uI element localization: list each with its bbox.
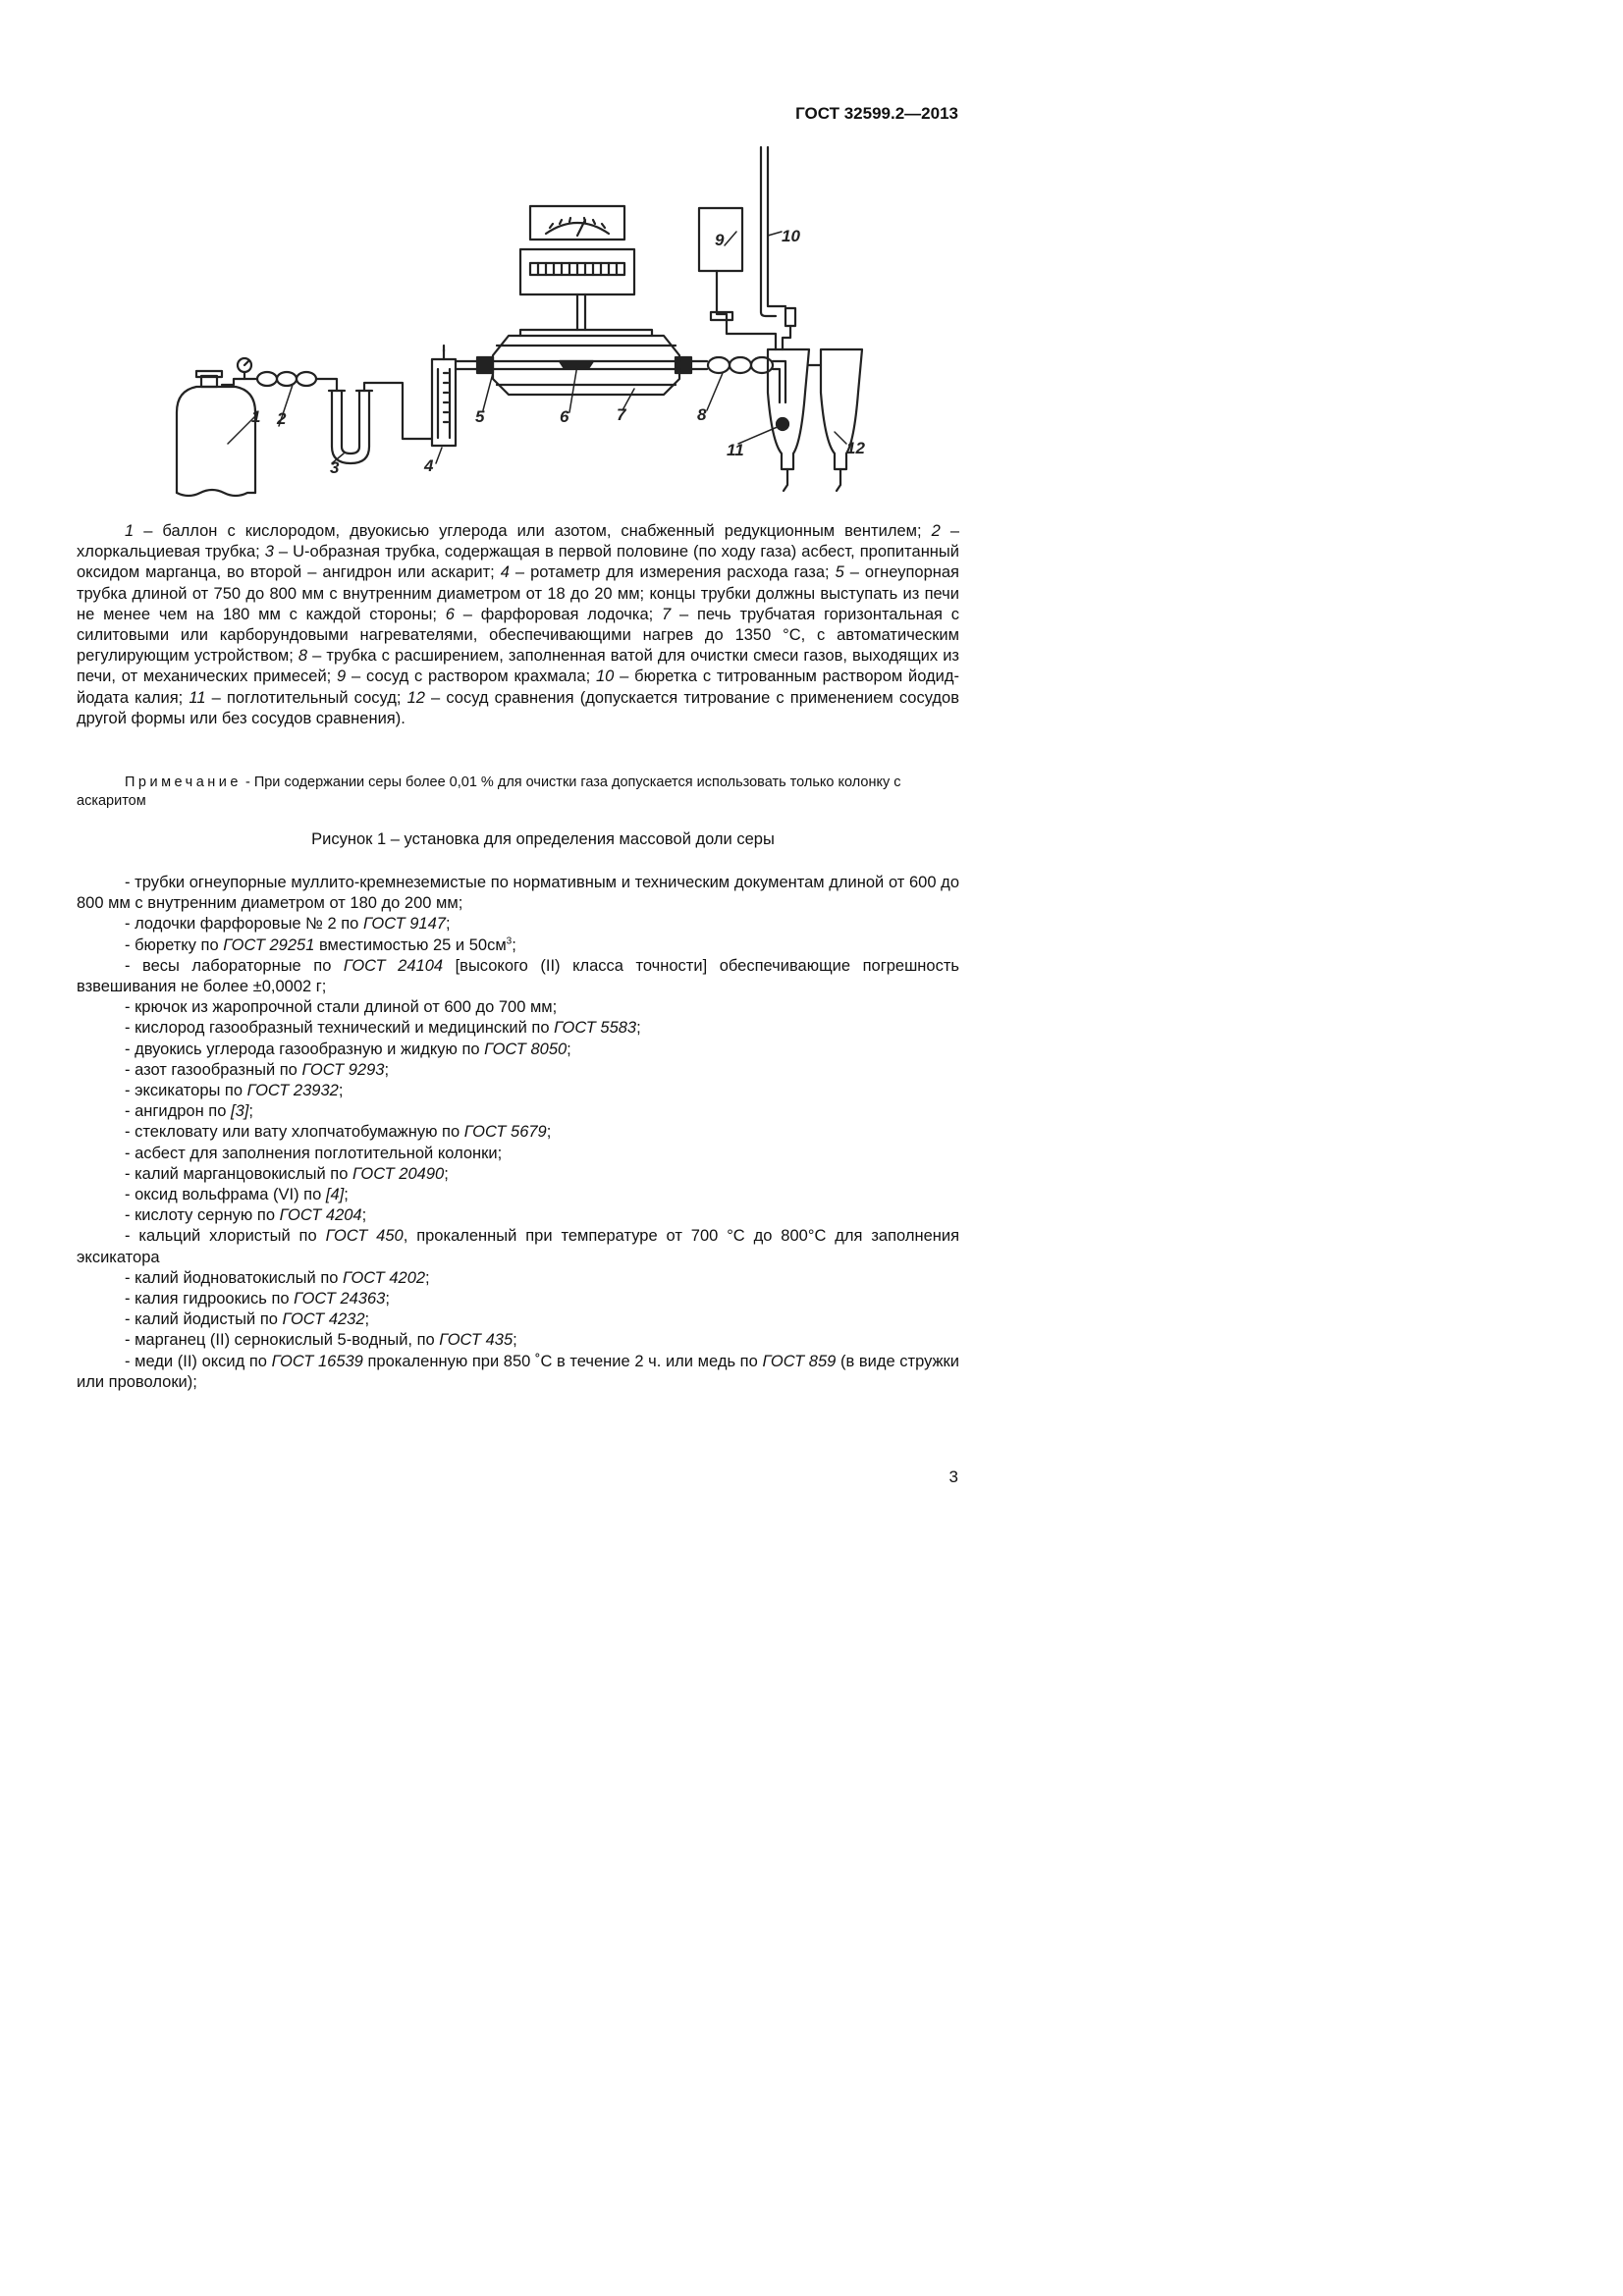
label-7: 7 xyxy=(617,405,626,424)
item-text: ; xyxy=(248,1102,253,1121)
item-reference: [3] xyxy=(230,1102,249,1121)
list-item xyxy=(77,914,959,934)
item-text: ; xyxy=(636,1019,641,1038)
item-text: - азот газообразный по xyxy=(125,1060,302,1079)
calcium-chloride-tube xyxy=(240,372,337,391)
legend-text: – бюретка с титрованным раствором йодид-йодата калия; xyxy=(77,667,960,707)
item-text: - ангидрон по xyxy=(125,1102,231,1121)
legend-text: – хлоркальциевая трубка; xyxy=(77,522,959,561)
item-text: , прокаленный при температуре от 700 °С до 800°С для заполнения эксикатора xyxy=(77,1227,960,1266)
item-text: ; xyxy=(567,1040,571,1058)
label-11: 11 xyxy=(727,441,744,459)
label-12: 12 xyxy=(846,439,865,457)
item-reference: ГОСТ 4204 xyxy=(279,1206,362,1225)
list-item xyxy=(77,1081,959,1101)
item-reference: ГОСТ 9147 xyxy=(362,915,446,934)
item-text: - лодочки фарфоровые № 2 по xyxy=(125,915,363,934)
item-text: - асбест для заполнения поглотительной колонки; xyxy=(125,1144,503,1162)
item-text: - весы лабораторные по xyxy=(125,956,344,975)
item-text: - марганец (II) сернокислый 5-водный, по xyxy=(125,1331,440,1350)
label-10: 10 xyxy=(782,227,800,245)
legend-text: – баллон с кислородом, двуокисью углерода или азотом, снабженный редукционным вентилем; xyxy=(134,522,932,540)
gas-cylinder xyxy=(177,371,255,496)
item-text: вместимостью 25 и 50см xyxy=(314,935,507,954)
legend-number: 2 xyxy=(931,522,941,540)
item-text: - эксикаторы по xyxy=(125,1082,247,1100)
porcelain-boat xyxy=(560,361,593,367)
legend-number: 7 xyxy=(662,605,672,623)
figure-legend xyxy=(77,521,959,729)
list-item xyxy=(77,1144,959,1164)
item-text: ; xyxy=(344,1186,349,1204)
legend-text: – поглотительный сосуд; xyxy=(205,688,407,707)
item-text: - кислород газообразный технический и медицинский по xyxy=(125,1019,555,1038)
item-text: ; xyxy=(444,1164,449,1183)
item-text: - оксид вольфрама (VI) по xyxy=(125,1186,326,1204)
item-reference: ГОСТ 435 xyxy=(439,1331,514,1350)
item-text: - меди (II) оксид по xyxy=(125,1352,272,1370)
item-reference: ГОСТ 4202 xyxy=(343,1268,426,1287)
label-5: 5 xyxy=(475,407,485,426)
burette xyxy=(761,147,795,349)
item-reference: ГОСТ 859 xyxy=(762,1352,837,1370)
legend-text: – печь трубчатая горизонтальная с силитовыми или карборундовыми нагревателями, обеспечивающими нагрев до 1350 °С, с автоматическим регулирующим устройством; xyxy=(77,605,959,666)
item-text: ; xyxy=(384,1060,390,1079)
item-text: - трубки огнеупорные муллито-кремнеземистые по нормативным и техническим документам длиной от 600 до 800 мм с внутренним диаметром от 180 до 200 мм; xyxy=(77,874,959,913)
list-item xyxy=(77,1309,959,1330)
item-reference: ГОСТ 24104 xyxy=(343,956,444,975)
legend-text: – сосуд сравнения (допускается титрование с применением сосудов другой формы или без сосудов сравнения). xyxy=(77,688,959,727)
legend-text: – огнеупорная трубка длиной от 750 до 800 мм с внутренним диаметром от 18 до 20 мм; концы трубки должны выступать из печи не менее чем на 180 мм с каждой стороны; xyxy=(77,563,959,623)
legend-number: 5 xyxy=(835,563,844,582)
item-text: - стекловату или вату хлопчатобумажную по xyxy=(125,1123,464,1142)
legend-number: 11 xyxy=(189,688,206,707)
item-text: ; xyxy=(425,1268,430,1287)
label-6: 6 xyxy=(560,407,569,426)
list-item xyxy=(77,1101,959,1122)
temperature-controller xyxy=(520,206,634,330)
list-item xyxy=(77,873,959,914)
item-text: ; xyxy=(512,935,516,954)
item-reference: ГОСТ 23932 xyxy=(246,1082,339,1100)
u-tube xyxy=(329,383,432,463)
item-text: - крючок из жаропрочной стали длиной от 600 до 700 мм; xyxy=(125,998,558,1017)
item-text: ; xyxy=(513,1331,517,1350)
list-item xyxy=(77,1352,959,1393)
item-reference: ГОСТ 16539 xyxy=(271,1352,363,1370)
item-text: - калий йодноватокислый по xyxy=(125,1268,344,1287)
item-text: ; xyxy=(361,1206,367,1225)
item-text: - калия гидроокись по xyxy=(125,1290,295,1308)
item-text: - калий марганцовокислый по xyxy=(125,1164,352,1183)
label-2: 2 xyxy=(277,409,287,428)
legend-number: 10 xyxy=(596,667,615,686)
legend-number: 4 xyxy=(500,563,510,582)
item-text: ; xyxy=(364,1310,370,1329)
label-4: 4 xyxy=(424,456,434,475)
reducing-valve xyxy=(222,358,251,385)
item-reference: ГОСТ 20490 xyxy=(352,1164,445,1183)
label-3: 3 xyxy=(330,458,340,477)
item-reference: [4] xyxy=(325,1186,345,1204)
item-text: ; xyxy=(546,1123,552,1142)
legend-text: – трубка с расширением, заполненная ватой для очистки смеси газов, выходящих из печи, от механических примесей; xyxy=(77,647,959,686)
list-item xyxy=(77,1330,959,1351)
list-item xyxy=(77,1289,959,1309)
absorption-vessel xyxy=(768,349,809,491)
item-text: прокаленную при 850 ˚С в течение 2 ч. или медь по xyxy=(362,1352,763,1370)
legend-number: 9 xyxy=(337,667,347,686)
label-8: 8 xyxy=(697,405,707,424)
legend-text: – ротаметр для измерения расхода газа; xyxy=(509,563,836,582)
item-reference: ГОСТ 9293 xyxy=(301,1060,385,1079)
page-number: 3 xyxy=(948,1468,958,1486)
comparison-vessel xyxy=(809,349,862,491)
list-item xyxy=(77,997,959,1018)
item-text: - кальций хлористый по xyxy=(125,1227,326,1246)
item-reference: ГОСТ 5583 xyxy=(554,1019,637,1038)
item-reference: ГОСТ 24363 xyxy=(294,1290,386,1308)
list-item xyxy=(77,1040,959,1060)
legend-text: – сосуд с раствором крахмала; xyxy=(346,667,596,686)
figure-caption: Рисунок 1 – установка для определения массовой доли серы xyxy=(311,830,775,848)
legend-number: 1 xyxy=(125,522,135,540)
list-item xyxy=(77,1164,959,1185)
list-item xyxy=(77,1205,959,1226)
legend-number: 8 xyxy=(298,647,308,666)
item-text: [высокого (II) класса точности] обеспечивающие погрешность взвешивания не более ±0,0002 г; xyxy=(77,956,959,996)
list-item xyxy=(77,1226,959,1267)
item-text: - бюретку по xyxy=(125,935,224,954)
rotameter xyxy=(432,346,456,446)
item-reference: ГОСТ 29251 xyxy=(223,935,315,954)
equipment-list xyxy=(77,873,959,1393)
item-reference: ГОСТ 450 xyxy=(325,1227,404,1246)
note-label: Примечание xyxy=(125,774,242,790)
item-text: - калий йодистый по xyxy=(125,1310,283,1329)
item-text: ; xyxy=(385,1290,390,1308)
item-text: ; xyxy=(338,1082,344,1100)
item-superscript: 3 xyxy=(506,935,513,947)
document-header: ГОСТ 32599.2—2013 xyxy=(795,104,958,123)
figure-note xyxy=(77,774,959,811)
note-text: - При содержании серы более 0,01 % для очистки газа допускается использовать только колонку с аскаритом xyxy=(77,774,901,809)
list-item xyxy=(77,1060,959,1081)
legend-number: 12 xyxy=(406,688,425,707)
item-text: - кислоту серную по xyxy=(125,1206,280,1225)
starch-solution-vessel xyxy=(699,208,776,349)
list-item xyxy=(77,1185,959,1205)
list-item xyxy=(77,1268,959,1289)
item-reference: ГОСТ 5679 xyxy=(463,1123,547,1142)
apparatus-diagram xyxy=(167,143,893,516)
legend-text: – U-образная трубка, содержащая в первой половине (по ходу газа) асбест, пропитанный оксидом марганца, во второй – ангидрон или аскарит; xyxy=(77,543,959,582)
item-text: - двуокись углерода газообразную и жидкую по xyxy=(125,1040,485,1058)
label-1: 1 xyxy=(251,407,261,426)
list-item xyxy=(77,1018,959,1039)
label-9: 9 xyxy=(715,231,725,249)
list-item xyxy=(77,1122,959,1143)
item-text: ; xyxy=(445,915,451,934)
legend-number: 3 xyxy=(264,543,274,561)
list-item xyxy=(77,935,959,956)
legend-number: 6 xyxy=(445,605,455,623)
legend-text: – фарфоровая лодочка; xyxy=(454,605,663,623)
list-item xyxy=(77,956,959,997)
item-reference: ГОСТ 8050 xyxy=(484,1040,568,1058)
item-text: (в виде стружки или проволоки); xyxy=(77,1352,959,1391)
item-reference: ГОСТ 4232 xyxy=(282,1310,365,1329)
